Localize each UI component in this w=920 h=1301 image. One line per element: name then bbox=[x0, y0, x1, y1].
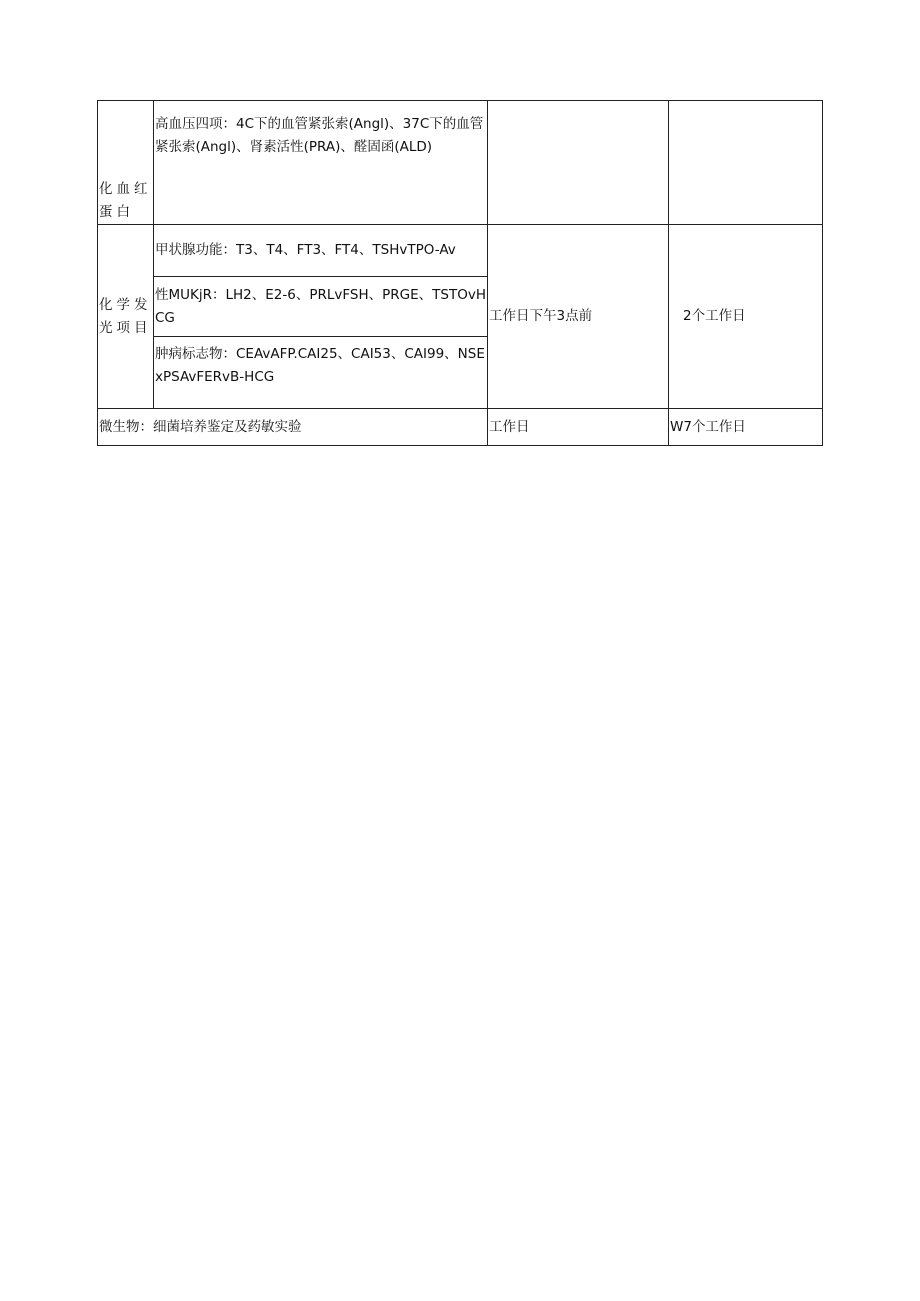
category-cell: 微生物：细菌培养鉴定及药敏实验 bbox=[98, 409, 488, 446]
category-cell: 化血红蛋白 bbox=[98, 101, 154, 225]
table-row bbox=[98, 409, 823, 446]
table-row bbox=[98, 225, 823, 277]
table-row bbox=[98, 101, 823, 225]
test-item-cell: 甲状腺功能：T3、T4、FT3、FT4、TSHvTPO-Av bbox=[154, 225, 488, 277]
test-item-cell: 高血压四项：4C下的血管紧张索(Angl)、37C下的血管紧张索(Angl)、肾素活性(PRA)、醛固函(ALD) bbox=[154, 101, 488, 225]
test-item-cell: 性MUKjR：LH2、E2-6、PRLvFSH、PRGE、TSTOvHCG bbox=[154, 277, 488, 337]
lab-schedule-table bbox=[97, 100, 823, 446]
report-time-cell: 工作日 bbox=[488, 409, 669, 446]
test-item-cell: 肿病标志物：CEAvAFP.CAI25、CAI53、CAI99、NSExPSAvFERvB-HCG bbox=[154, 337, 488, 409]
turnaround-cell: W7个工作日 bbox=[669, 409, 823, 446]
report-time-cell: 工作日下午3点前 bbox=[488, 225, 669, 409]
turnaround-cell bbox=[669, 101, 823, 225]
turnaround-cell: 2个工作日 bbox=[669, 225, 823, 409]
category-cell: 化学发光项目 bbox=[98, 225, 154, 409]
report-time-cell bbox=[488, 101, 669, 225]
